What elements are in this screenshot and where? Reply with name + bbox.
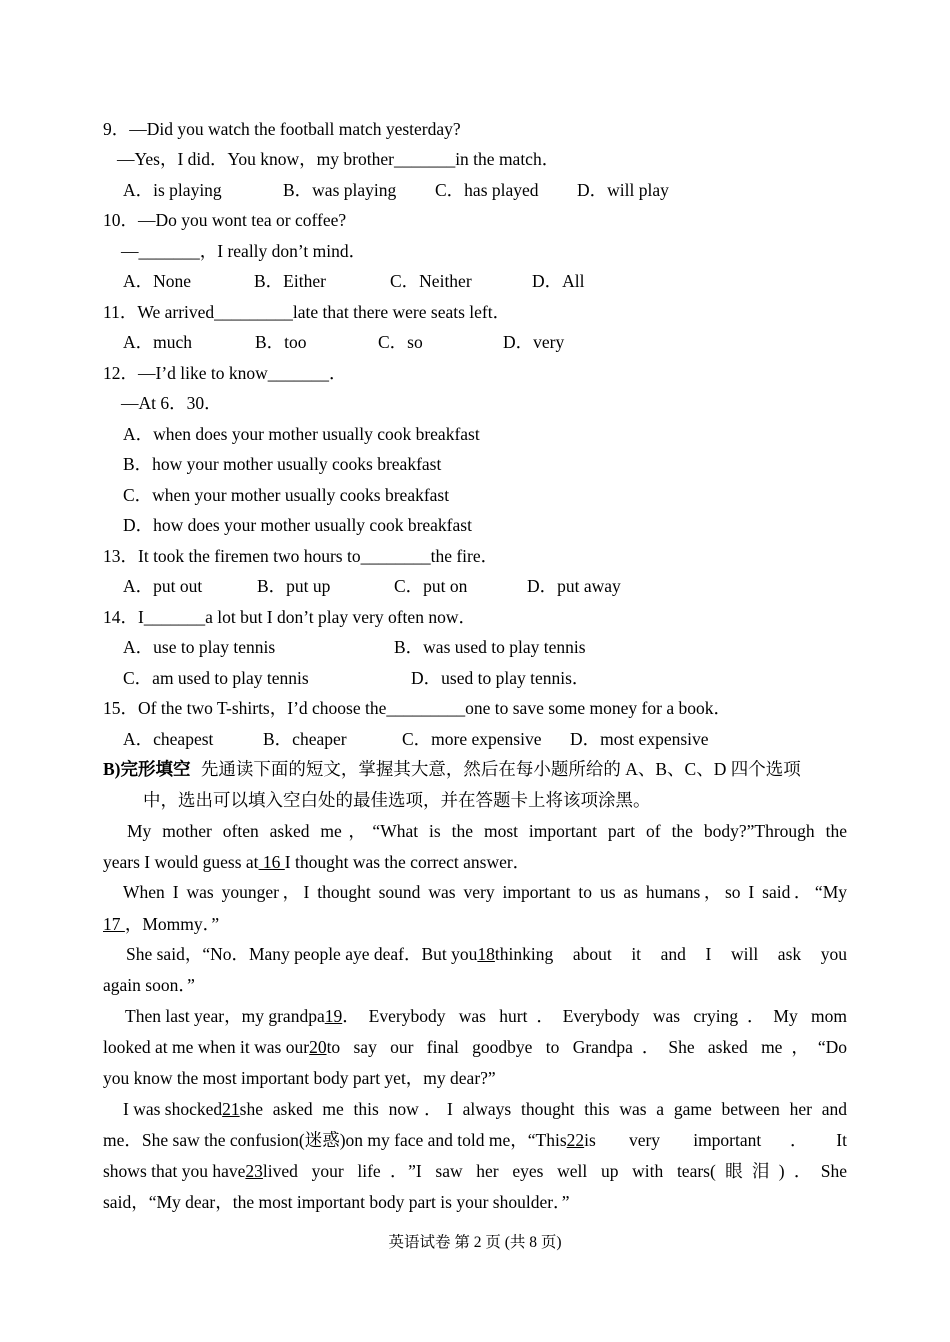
q12-dialog: —At 6．30．	[121, 393, 222, 413]
q11-option-b: B．too	[255, 332, 307, 352]
q13-question: 13．It took the firemen two hours to________the fire．	[103, 546, 499, 566]
passage-text: I thought was the correct answer．	[284, 852, 531, 872]
passage-line	[103, 913, 219, 935]
q14-option-c: C．am used to play tennis	[123, 668, 309, 688]
q12-question: 12．—I’d like to know_______．	[103, 363, 347, 383]
q15-option-b: B．cheaper	[263, 729, 347, 749]
q11-question: 11．We arrived_________late that there were seats left．	[103, 302, 511, 322]
q10-option-c: C．Neither	[390, 271, 472, 291]
q11-option-a: A．much	[123, 332, 193, 352]
passage-text: Then last year，my grandpa	[125, 1006, 325, 1026]
q12-option-c: C．when your mother usually cooks breakfast	[123, 485, 450, 505]
passage-text: ，Mommy．”	[124, 914, 220, 934]
passage-line	[123, 1098, 847, 1120]
passage-text: she asked me this now．I always thought this was a game between her and	[239, 1099, 847, 1119]
q12-option-d: D．how does your mother usually cook breakfast	[123, 515, 472, 535]
q9-option-b: B．was playing	[283, 180, 397, 200]
blank-21: 21	[222, 1099, 240, 1119]
passage-line	[103, 1129, 847, 1151]
passage-line: you know the most important body part yet，my dear?”	[103, 1068, 496, 1088]
passage-text: shows that you have	[103, 1161, 246, 1181]
q10-question: 10．—Do you wont tea or coffee?	[103, 210, 347, 230]
passage-text: looked at me when it was our	[103, 1037, 310, 1057]
passage-text: She said，“No．Many people aye deaf．But you	[126, 944, 478, 964]
passage-text: I was shocked	[123, 1099, 223, 1119]
q13-option-c: C．put on	[394, 576, 468, 596]
q14-option-a: A．use to play tennis	[123, 637, 276, 657]
passage-text: ．Everybody was hurt．Everybody was crying．My mom	[342, 1006, 847, 1026]
q14-option-d: D．used to play tennis．	[411, 668, 590, 688]
passage-text: lived your life．”I saw her eyes well up with tears(眼泪)．She	[262, 1161, 847, 1181]
passage-text: years I would guess at	[103, 852, 259, 872]
q9-option-d: D．will play	[577, 180, 669, 200]
blank-18: 18	[477, 944, 495, 964]
q9-option-a: A．is playing	[123, 180, 222, 200]
section-b-label: B)完形填空	[103, 759, 191, 779]
section-b-instruction-1: 先通读下面的短文，掌握其大意，然后在每小题所给的 A、B、C、D 四个选项	[200, 759, 801, 779]
q9-dialog: —Yes，I did．You know，my brother_______in the match．	[117, 149, 560, 169]
passage-line	[103, 851, 530, 873]
passage-line: When I was younger，I thought sound was very important to us as humans，so I said．“My	[123, 882, 847, 902]
passage-text: to say our final goodbye to Grandpa．She asked me，“Do	[326, 1037, 847, 1057]
q15-option-a: A．cheapest	[123, 729, 214, 749]
passage-text: me．She saw the confusion(迷惑)on my face and told me，“This	[103, 1130, 567, 1150]
q15-option-d: D．most expensive	[570, 729, 709, 749]
q10-option-a: A．None	[123, 271, 192, 291]
q10-option-b: B．Either	[254, 271, 326, 291]
q12-option-b: B．how your mother usually cooks breakfast	[123, 454, 442, 474]
blank-20: 20	[309, 1037, 327, 1057]
q14-question: 14．I_______a lot but I don’t play very often now．	[103, 607, 476, 627]
q9-option-c: C．has played	[435, 180, 539, 200]
page-footer: 英语试卷 第 2 页 (共 8 页)	[388, 1234, 562, 1251]
q10-option-d: D．All	[532, 271, 585, 291]
q14-option-b: B．was used to play tennis	[394, 637, 586, 657]
section-b-heading	[103, 758, 801, 780]
passage-line	[103, 1036, 847, 1058]
passage-text: is very important．It	[584, 1130, 847, 1150]
q9-question: 9．—Did you watch the football match yesterday?	[103, 119, 461, 139]
passage-text: thinking about it and I will ask you	[494, 944, 847, 964]
blank-19: 19	[324, 1006, 343, 1026]
passage-line: My mother often asked me，“What is the most important part of the body?”Through the	[127, 821, 847, 841]
q15-option-c: C．more expensive	[402, 729, 542, 749]
q15-question: 15．Of the two T-shirts，I’d choose the_________one to save some money for a book．	[103, 698, 731, 718]
section-b-instruction-2: 中，选出可以填入空白处的最佳选项，并在答题卡上将该项涂黑。	[143, 790, 651, 810]
passage-line	[125, 1005, 847, 1027]
q13-option-d: D．put away	[527, 576, 621, 596]
blank-23: 23	[245, 1161, 263, 1181]
q11-option-d: D．very	[503, 332, 565, 352]
q12-option-a: A．when does your mother usually cook breakfast	[123, 424, 480, 444]
blank-17: 17	[103, 914, 125, 934]
q13-option-b: B．put up	[257, 576, 331, 596]
blank-16: 16	[258, 852, 285, 872]
passage-line	[103, 1160, 847, 1182]
q10-dialog: —_______，I really don’t mind．	[121, 241, 367, 261]
q11-option-c: C．so	[378, 332, 423, 352]
passage-line: again soon．”	[103, 975, 195, 995]
passage-line	[126, 943, 847, 965]
blank-22: 22	[566, 1130, 585, 1150]
q13-option-a: A．put out	[123, 576, 203, 596]
passage-line: said，“My dear，the most important body part is your shoulder．”	[103, 1192, 570, 1212]
